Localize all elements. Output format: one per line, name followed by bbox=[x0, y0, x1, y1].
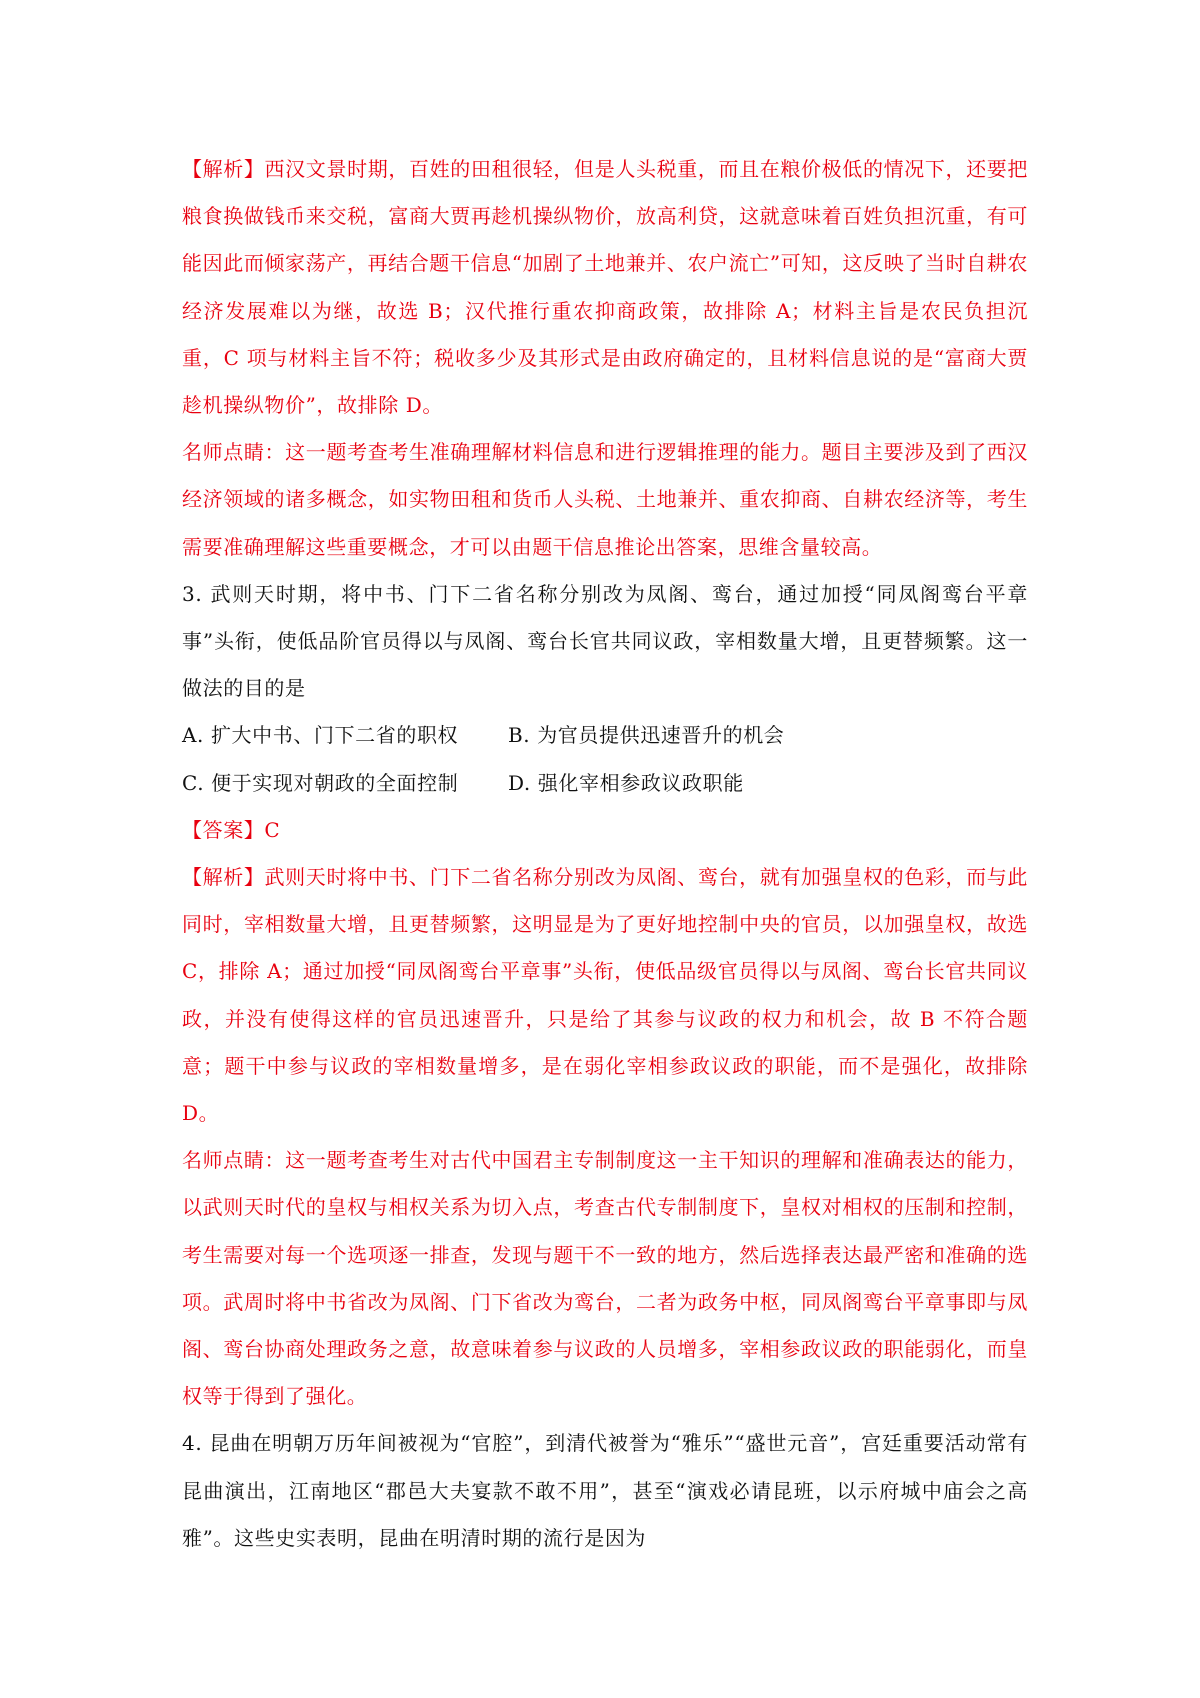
q3-options-row-2 bbox=[182, 760, 1028, 807]
q3-option-c: C. 便于实现对朝政的全面控制 bbox=[182, 770, 459, 795]
q4-stem: 4. 昆曲在明朝万历年间被视为“官腔”，到清代被誉为“雅乐”“盛世元音”，宫廷重要活动常有昆曲演出，江南地区“郡邑大夫宴款不敢不用”，甚至“演戏必请昆班，以示府城中庙会之高雅”。这些史实表明，昆曲在明清时期的流行是因为 bbox=[182, 1431, 1028, 1550]
q2-analysis: 【解析】西汉文景时期，百姓的田租很轻，但是人头税重，而且在粮价极低的情况下，还要把粮食换做钱币来交税，富商大贾再趁机操纵物价，放高利贷，这就意味着百姓负担沉重，有可能因此而倾家荡产，再结合题干信息“加剧了土地兼并、农户流亡”可知，这反映了当时自耕农经济发展难以为继，故选 B；汉代推行重农抑商政策，故排除 A；材料主旨是农民负担沉重，C 项与材料主旨不符；税收多少及其形式是由政府确定的，且材料信息说的是“富商大贾趁机操纵物价”，故排除 D。 bbox=[182, 157, 1028, 418]
q3-teacher-comment: 名师点睛：这一题考查考生对古代中国君主专制制度这一主干知识的理解和准确表达的能力，以武则天时代的皇权与相权关系为切入点，考查古代专制制度下，皇权对相权的压制和控制，考生需要对每一个选项逐一排查，发现与题干不一致的地方，然后选择表达最严密和准确的选项。武周时将中书省改为凤阁、门下省改为鸾台，二者为政务中枢，同凤阁鸾台平章事即与凤阁、鸾台协商处理政务之意，故意味着参与议政的人员增多，宰相参政议政的职能弱化，而皇权等于得到了强化。 bbox=[182, 1148, 1028, 1409]
q2-teacher-comment: 名师点睛：这一题考查考生准确理解材料信息和进行逻辑推理的能力。题目主要涉及到了西汉经济领域的诸多概念，如实物田租和货币人头税、土地兼并、重农抑商、自耕农经济等，考生需要准确理解这些重要概念，才可以由题干信息推论出答案，思维含量较高。 bbox=[182, 440, 1028, 559]
q3-answer: 【答案】C bbox=[182, 817, 281, 842]
q3-option-b: B. 为官员提供迅速晋升的机会 bbox=[508, 723, 785, 748]
document-page bbox=[182, 146, 1028, 1562]
q3-stem: 3. 武则天时期，将中书、门下二省名称分别改为凤阁、鸾台，通过加授“同凤阁鸾台平章事”头衔，使低品阶官员得以与凤阁、鸾台长官共同议政，宰相数量大增，且更替频繁。这一做法的目的是 bbox=[182, 581, 1028, 701]
q3-option-d: D. 强化宰相参政议政职能 bbox=[508, 770, 744, 795]
q3-analysis: 【解析】武则天时将中书、门下二省名称分别改为凤阁、鸾台，就有加强皇权的色彩，而与此同时，宰相数量大增，且更替频繁，这明显是为了更好地控制中央的官员，以加强皇权，故选 C，排除 A；通过加授“同凤阁鸾台平章事”头衔，使低品级官员得以与凤阁、鸾台长官共同议政，并没有使得这样的官员迅速晋升，只是给了其参与议政的权力和机会，故 B 不符合题意；题干中参与议政的宰相数量增多，是在弱化宰相参政议政的职能，而不是强化，故排除 D。 bbox=[182, 865, 1028, 1126]
q3-options-row-1 bbox=[182, 712, 1028, 759]
q3-option-a: A. 扩大中书、门下二省的职权 bbox=[182, 723, 459, 748]
